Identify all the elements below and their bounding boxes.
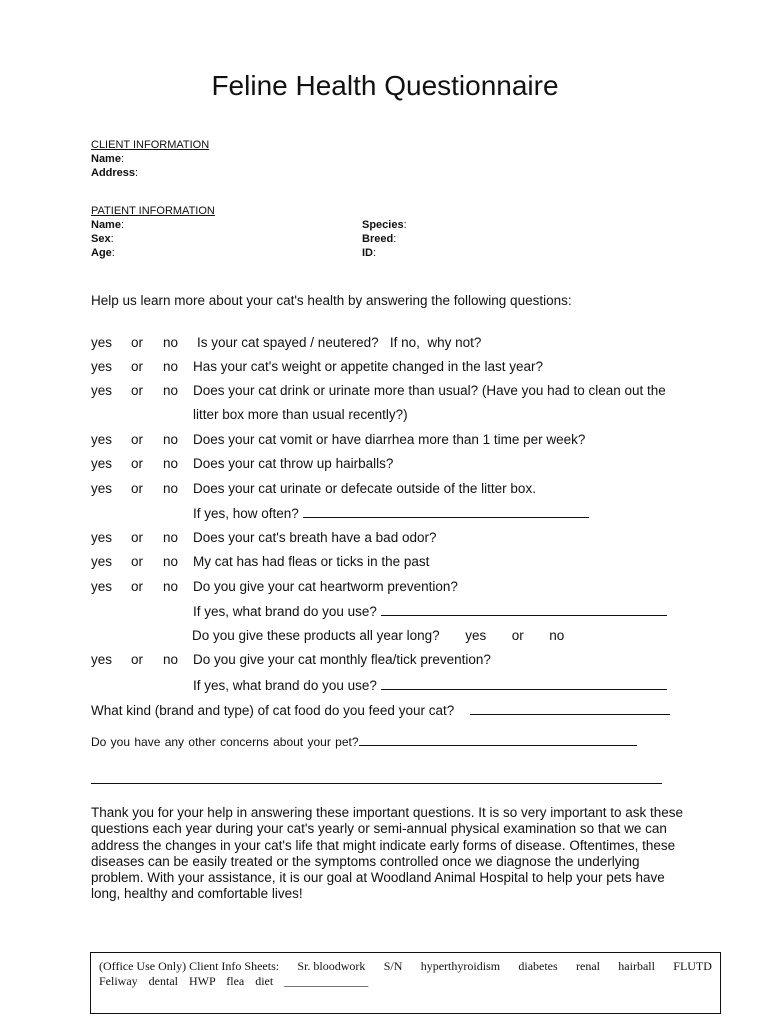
office-flutd: FLUTD <box>673 959 712 973</box>
q10-no[interactable]: no <box>163 652 179 667</box>
q9-text: Do you give your cat heartworm prevention? <box>193 579 458 594</box>
q5-text: Does your cat throw up hairballs? <box>193 456 394 471</box>
concerns-answer-line[interactable] <box>359 733 637 746</box>
client-info-heading: CLIENT INFORMATION <box>91 139 210 151</box>
office-diet: diet ______________ <box>255 974 369 988</box>
q6-or: or <box>131 481 144 496</box>
q6-no[interactable]: no <box>163 481 179 496</box>
q7-or: or <box>131 530 144 545</box>
intro-text: Help us learn more about your cat's health by answering the following questions: <box>91 293 572 308</box>
office-hyperthyroidism: hyperthyroidism <box>420 959 501 973</box>
q6-yes[interactable]: yes <box>91 481 113 496</box>
office-sr-bloodwork: Sr. bloodwork <box>297 959 366 973</box>
q9b-yes[interactable]: yes <box>465 628 487 643</box>
concerns-extra-line[interactable] <box>91 783 662 784</box>
q2-text: Has your cat's weight or appetite changed in the last year? <box>193 359 544 374</box>
q8-or: or <box>131 554 144 569</box>
office-hwp: HWP <box>189 974 216 988</box>
q7-yes[interactable]: yes <box>91 530 113 545</box>
q1-or: or <box>131 335 144 350</box>
q3-yes[interactable]: yes <box>91 383 113 398</box>
patient-sex-label: Sex <box>91 233 111 245</box>
office-sn: S/N <box>383 959 403 973</box>
q9-brand-line[interactable] <box>381 603 667 616</box>
q6-answer-line[interactable] <box>303 505 589 518</box>
office-renal: renal <box>576 959 600 973</box>
q3-or: or <box>131 383 144 398</box>
food-question <box>91 702 670 719</box>
page-title: Feline Health Questionnaire <box>211 70 559 101</box>
q5-no[interactable]: no <box>163 456 179 471</box>
q9-year-long <box>192 628 564 644</box>
client-info-section: CLIENT INFORMATION Name: Address: <box>91 139 210 179</box>
patient-id-label: ID <box>362 247 373 259</box>
office-hairball: hairball <box>618 959 655 973</box>
q3-no[interactable]: no <box>163 383 179 398</box>
q10-brand-label: If yes, what brand do you use? <box>193 678 377 693</box>
q5-or: or <box>131 456 144 471</box>
client-name-label: Name <box>91 153 121 165</box>
q6-followup-label: If yes, how often? <box>193 506 299 521</box>
q7-no[interactable]: no <box>163 530 179 545</box>
q3-text: Does your cat drink or urinate more than usual? (Have you had to clean out the <box>193 383 666 398</box>
q9-or: or <box>131 579 144 594</box>
q10-brand-line[interactable] <box>381 677 667 690</box>
concerns-question <box>91 733 637 749</box>
q2-yes[interactable]: yes <box>91 359 113 374</box>
q6-text: Does your cat urinate or defecate outside of the litter box. <box>193 481 536 496</box>
office-diabetes: diabetes <box>518 959 558 973</box>
q4-or: or <box>131 432 144 447</box>
q10-yes[interactable]: yes <box>91 652 113 667</box>
q9b-or: or <box>511 628 524 643</box>
office-flea: flea <box>226 974 245 988</box>
thank-you-paragraph: Thank you for your help in answering these important questions. It is so very important to ask these questions each year during your cat's yearly or semi-annual physical examination so that we can address the changes in your cat's life that might indicate early forms of disease. Oftentimes, these diseases can be easily treated or the symptoms controlled once we diagnose the underlying problem. With your assistance, it is our goal at Woodland Animal Hospital to help your pets have long, healthy and comfortable lives! <box>91 805 684 902</box>
patient-age-label: Age <box>91 247 112 259</box>
office-use-box <box>90 952 721 1014</box>
patient-breed-label: Breed <box>362 233 394 245</box>
q1-no[interactable]: no <box>163 335 179 350</box>
office-feliway: Feliway <box>99 974 138 988</box>
q7-text: Does your cat's breath have a bad odor? <box>193 530 437 545</box>
office-row-1 <box>99 959 712 974</box>
patient-name-label: Name <box>91 219 121 231</box>
concerns-question-label: Do you have any other concerns about your pet? <box>91 735 359 749</box>
food-answer-line[interactable] <box>470 702 670 715</box>
q4-text: Does your cat vomit or have diarrhea more than 1 time per week? <box>193 432 586 447</box>
q10-or: or <box>131 652 144 667</box>
patient-info-right: Species: Breed: ID: <box>362 219 407 259</box>
q8-no[interactable]: no <box>163 554 179 569</box>
q9b-no[interactable]: no <box>549 628 565 643</box>
office-client-info-label: (Office Use Only) Client Info Sheets: <box>99 959 280 973</box>
q2-or: or <box>131 359 144 374</box>
office-dental: dental <box>148 974 178 988</box>
q8-yes[interactable]: yes <box>91 554 113 569</box>
q5-yes[interactable]: yes <box>91 456 113 471</box>
q6-followup <box>193 505 589 522</box>
q2-no[interactable]: no <box>163 359 179 374</box>
q1-text: Is your cat spayed / neutered? If no, why not? <box>197 335 482 350</box>
office-row-2 <box>99 974 712 989</box>
q9-yes[interactable]: yes <box>91 579 113 594</box>
q1-yes[interactable]: yes <box>91 335 113 350</box>
q4-yes[interactable]: yes <box>91 432 113 447</box>
patient-info-heading: PATIENT INFORMATION <box>91 205 215 217</box>
patient-species-label: Species <box>362 219 404 231</box>
client-address-label: Address <box>91 167 136 179</box>
q4-no[interactable]: no <box>163 432 179 447</box>
q8-text: My cat has had fleas or ticks in the past <box>193 554 430 569</box>
q10-text: Do you give your cat monthly flea/tick prevention? <box>193 652 491 667</box>
q3-text-cont: litter box more than usual recently?) <box>193 407 408 422</box>
q9-brand <box>193 603 667 620</box>
q9-brand-label: If yes, what brand do you use? <box>193 604 377 619</box>
food-question-label: What kind (brand and type) of cat food do you feed your cat? <box>91 703 455 718</box>
patient-info-section: PATIENT INFORMATION Name: Sex: Age: <box>91 205 215 259</box>
q10-brand <box>193 677 667 694</box>
q9-no[interactable]: no <box>163 579 179 594</box>
q9-year-long-label: Do you give these products all year long? <box>192 628 440 643</box>
